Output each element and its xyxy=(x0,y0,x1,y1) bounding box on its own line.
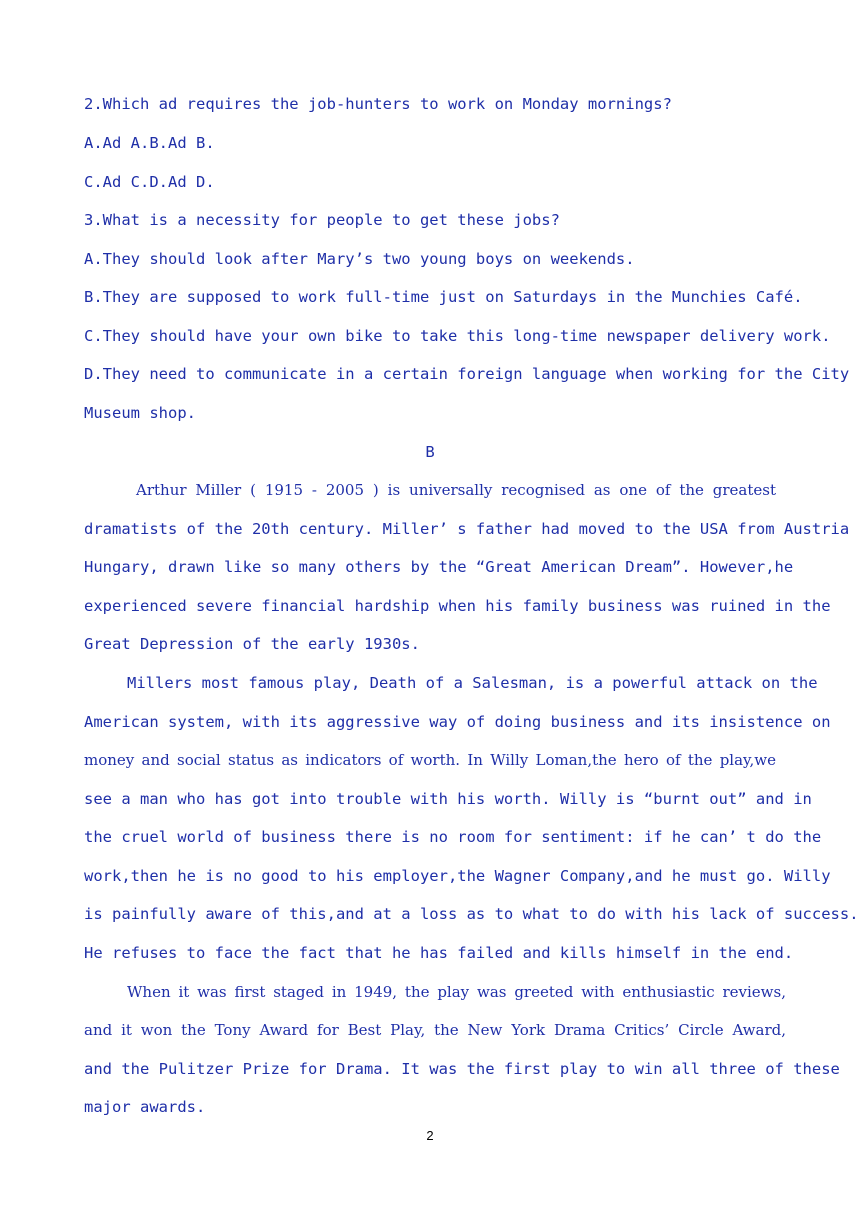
paragraph-2-line: is painfully aware of this,and at a loss as to what to do with his lack of success. xyxy=(84,905,859,923)
question-3-option-d: D.They need to communicate in a certain foreign language when working for the City xyxy=(84,365,850,383)
paragraph-1-line: dramatists of the 20th century. Miller’ s father had moved to the USA from Austria xyxy=(84,520,850,538)
question-3-option-b: B.They are supposed to work full-time just on Saturdays in the Munchies Café. xyxy=(84,288,803,306)
paragraph-2-line: American system, with its aggressive way of doing business and its insistence on xyxy=(84,713,831,731)
paragraph-3-line: and the Pulitzer Prize for Drama. It was the first play to win all three of these xyxy=(84,1060,840,1078)
paragraph-1-line: Great Depression of the early 1930s. xyxy=(84,635,420,653)
paragraph-1-line: experienced severe financial hardship when his family business was ruined in the xyxy=(84,597,831,615)
paragraph-3-line: major awards. xyxy=(84,1098,206,1116)
paragraph-2-line: Millers most famous play, Death of a Salesman, is a powerful attack on the xyxy=(127,674,818,692)
passage-heading: B xyxy=(425,443,435,461)
question-3-stem: 3.What is a necessity for people to get these jobs? xyxy=(84,211,560,229)
paragraph-3-line: When it was first staged in 1949, the play was greeted with enthusiastic reviews, xyxy=(127,983,786,1001)
paragraph-1-line: Hungary, drawn like so many others by the “Great American Dream”. However,he xyxy=(84,558,794,576)
page-number: 2 xyxy=(426,1128,434,1143)
paragraph-2-line: work,then he is no good to his employer,the Wagner Company,and he must go. Willy xyxy=(84,867,831,885)
paragraph-2-line: see a man who has got into trouble with his worth. Willy is “burnt out” and in xyxy=(84,790,812,808)
question-3-option-c: C.They should have your own bike to take this long-time newspaper delivery work. xyxy=(84,327,831,345)
question-2-stem: 2.Which ad requires the job-hunters to work on Monday mornings? xyxy=(84,95,672,113)
question-3-option-d-continued: Museum shop. xyxy=(84,404,196,422)
question-2-options-ab: A.Ad A.B.Ad B. xyxy=(84,134,215,152)
question-2-options-cd: C.Ad C.D.Ad D. xyxy=(84,173,215,191)
paragraph-2-line: money and social status as indicators of worth. In Willy Loman,the hero of the play,we xyxy=(84,751,776,769)
question-3-option-a: A.They should look after Mary’s two young boys on weekends. xyxy=(84,250,635,268)
paragraph-2-line: the cruel world of business there is no room for sentiment: if he can’ t do the xyxy=(84,828,822,846)
paragraph-2-line: He refuses to face the fact that he has failed and kills himself in the end. xyxy=(84,944,794,962)
paragraph-1-line: Arthur Miller ( 1915 - 2005 ) is universally recognised as one of the greatest xyxy=(136,481,776,499)
paragraph-3-line: and it won the Tony Award for Best Play, the New York Drama Critics’ Circle Award, xyxy=(84,1021,786,1039)
